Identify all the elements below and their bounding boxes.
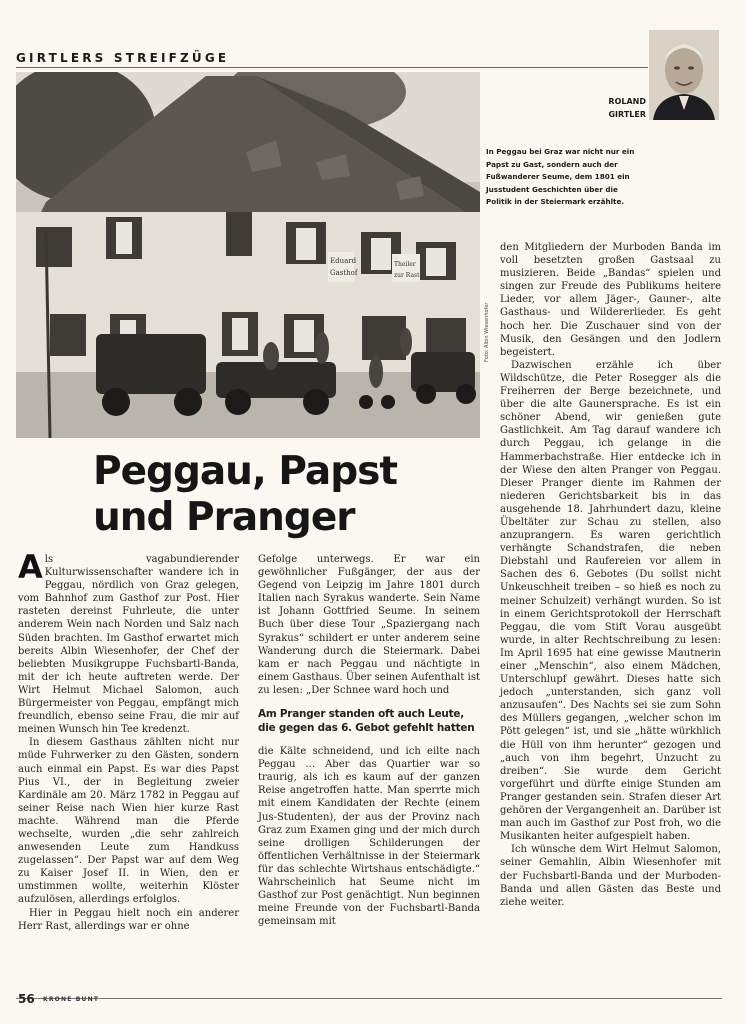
- headline-line1: Peggau, Papst: [93, 449, 397, 494]
- article-column-3: [500, 241, 721, 909]
- kicker-rule: [16, 67, 648, 68]
- article-column-1: [18, 548, 239, 933]
- photo-credit: Foto: Albin Wiesenhofer: [484, 302, 490, 362]
- page-number: 56: [18, 992, 35, 1006]
- inn-photo: [16, 72, 480, 438]
- author-last-name: GIRTLER: [608, 110, 646, 119]
- sign-left-line1: Eduard: [330, 257, 357, 265]
- sign-right-line2: zur Rast: [394, 272, 420, 279]
- article-headline: [93, 449, 473, 541]
- sign-right-line1: Theiler: [394, 261, 416, 268]
- author-portrait-drawing: [649, 30, 719, 120]
- drop-cap: A: [18, 548, 43, 586]
- footer-rule: [16, 998, 722, 999]
- paragraph: Gefolge unterwegs. Er war ein gewöhnlicher Fußgänger, der aus der Gegend von Leipzig im Jahre 1801 durch Italien nach Syrakus wanderte. Sein Name ist Johann Gottfried Seume. In seinem Buch über diese Tour „Spaziergang nach Syrakus“ schildert er unter anderem seine Wanderung durch die Steiermark. Dabei kam er nach Peggau und nächtigte in einem Gasthaus. Über seinen Aufenthalt ist zu lesen: „Der Schnee ward hoch und: [258, 554, 480, 696]
- inn-photo-drawing: [16, 72, 480, 438]
- author-first-name: ROLAND: [608, 97, 646, 106]
- article-subheading: Am Pranger standen oft auch Leute, die gegen das 6. Gebot gefehlt hatten: [258, 708, 475, 735]
- paragraph: Dazwischen erzähle ich über Wildschütze, die Peter Rosegger als die Freiherren der Berge bezeichnete, und über die alte Gaunersprache. Es ist ein schöner Abend, wir genießen gute Gastlichkeit. Am Tag darauf wandere ich durch Peggau, ich gelange in die Hammerbachstraße. Hier entdecke ich in der Wiese den alten Pranger von Peggau. Dieser Pranger diente im Rahmen der niederen Gerichtsbarkeit bis in das ausgehende 18. Jahrhundert dazu, kleine Übeltäter zur Schau zu stellen, also anzuprangern. Es waren gerichtlich verhängte Schandstrafen, die neben Diebstahl und Raufereien vor allem in Sachen des 6. Gebotes (Du sollst nicht Unkeuschheit treiben – so hieß es noch zu meiner Schulzeit) verhängt wurden. So ist in einem Gerichtsprotokoll der Herrschaft Peggau, die vom Stift Vorau ausgeübt wurde, in alter Rechtschreibung zu lesen: Im April 1695 hat eine gewisse Mautnerin einer „Menschin“, also einem Mädchen, Unterschlupf gewährt. Dieses hatte sich jedoch „unterstanden, sich ganz voll anzusaufen“. Des Nachts sei sie zum Sohn des Müllers gegangen, „welcher schon im Pött gelegen“ ist, und sie „hätte würkhlich die Hüll von ihm herunter“ gezogen und „auch von ihm begehrt, Unzucht zu dreiben“. Sie wurde dem Gericht vorgeführt und dürfte einige Stunden am Pranger gestanden sein. Strafen dieser Art gehören der Vergangenheit an. Darüber ist man auch im Gasthof zur Post froh, wo die Musikanten heiter aufgespielt haben.: [500, 359, 721, 843]
- headline-line2: und Pranger: [93, 495, 355, 540]
- article-column-2: [258, 553, 480, 928]
- column-kicker: GIRTLERS STREIFZÜGE: [16, 51, 230, 65]
- author-portrait: [649, 30, 719, 120]
- paragraph: Hier in Peggau hielt noch ein anderer Herr Rast, allerdings war er ohne: [18, 907, 239, 932]
- photo-caption: In Peggau bei Graz war nicht nur ein Papst zu Gast, sondern auch der Fußwanderer Seume, dem 1801 ein Jusstudent Geschichten über die Politik in der Steiermark erzählte.: [486, 147, 635, 206]
- paragraph: [18, 548, 239, 736]
- paragraph: Ich wünsche dem Wirt Helmut Salomon, seiner Gemahlin, Albin Wiesenhofer mit der Fuchsbartl-Banda und der Murboden-Banda und allen Gästen das Beste und ziehe weiter.: [500, 844, 721, 908]
- magazine-brand: KRONE BUNT: [43, 996, 100, 1003]
- paragraph: die Kälte schneidend, und ich eilte nach Peggau … Aber das Quartier war so traurig, als ich es kaum auf der ganzen Reise angetroffen hatte. Man sperrte mich mit einem Kandidaten der Rechte (einem Jus-Studenten), der aus der Provinz nach Graz zum Examen ging und der mich durch seine drolligen Schilderungen der öffentlichen Verhältnisse in der Steiermark für das schlechte Wirtshaus entschädigte.“ Wahrscheinlich hat Seume nicht im Gasthof zur Post genächtigt. Nun beginnen meine Freunde von der Fuchsbartl-Banda gemeinsam mit: [258, 746, 480, 928]
- author-name: [600, 95, 646, 121]
- paragraph: den Mitgliedern der Murboden Banda im voll besetzten großen Gastsaal zu musizieren. Beide „Bandas“ spielen und singen zur Freude des Publikums heitere Lieder, vor allem Jäger-, Gauner-, alte Gasthaus- und Wildererlieder. Es geht hoch her. Die Zuschauer sind von der Musik, den Gesängen und den Jodlern begeistert.: [500, 242, 721, 358]
- paragraph-text: ls vagabundierender Kulturwissenschafter wandere ich in Peggau, nördlich von Graz gelegen, vom Bahnhof zum Gasthof zur Post. Hier rasteten dereinst Fuhrleute, die unter anderem Wein nach Norden und Salz nach Süden brachten. Im Gasthof erwartet mich bereits Albin Wiesenhofer, der Chef der beliebten Musikgruppe Fuchsbartl-Banda, mit der ich heute auftreten werde. Der Wirt Helmut Michael Salomon, auch Bürgermeister von Peggau, empfängt mich freundlich, ebenso seine Frau, die mir auf meinen Wunsch hin Tee kredenzt.: [18, 554, 239, 736]
- sign-left-line2: Gasthof: [330, 269, 358, 277]
- paragraph: In diesem Gasthaus zählten nicht nur müde Fuhrwerker zu den Gästen, sondern auch einmal ein Papst. Es war dies Papst Pius VI., der in Begleitung zweier Kardinäle am 20. März 1782 in Peggau auf seiner Reise nach Wien hier kurze Rast machte. Während man die Pferde wechselte, wurden „die sehr zahlreich anwesenden Leute zum Handkuss zugelassen“. Der Papst war auf dem Weg zu Kaiser Josef II. in Wien, den er umstimmen wollte, weiterhin Klöster aufzulösen, allerdings erfolglos.: [18, 737, 239, 906]
